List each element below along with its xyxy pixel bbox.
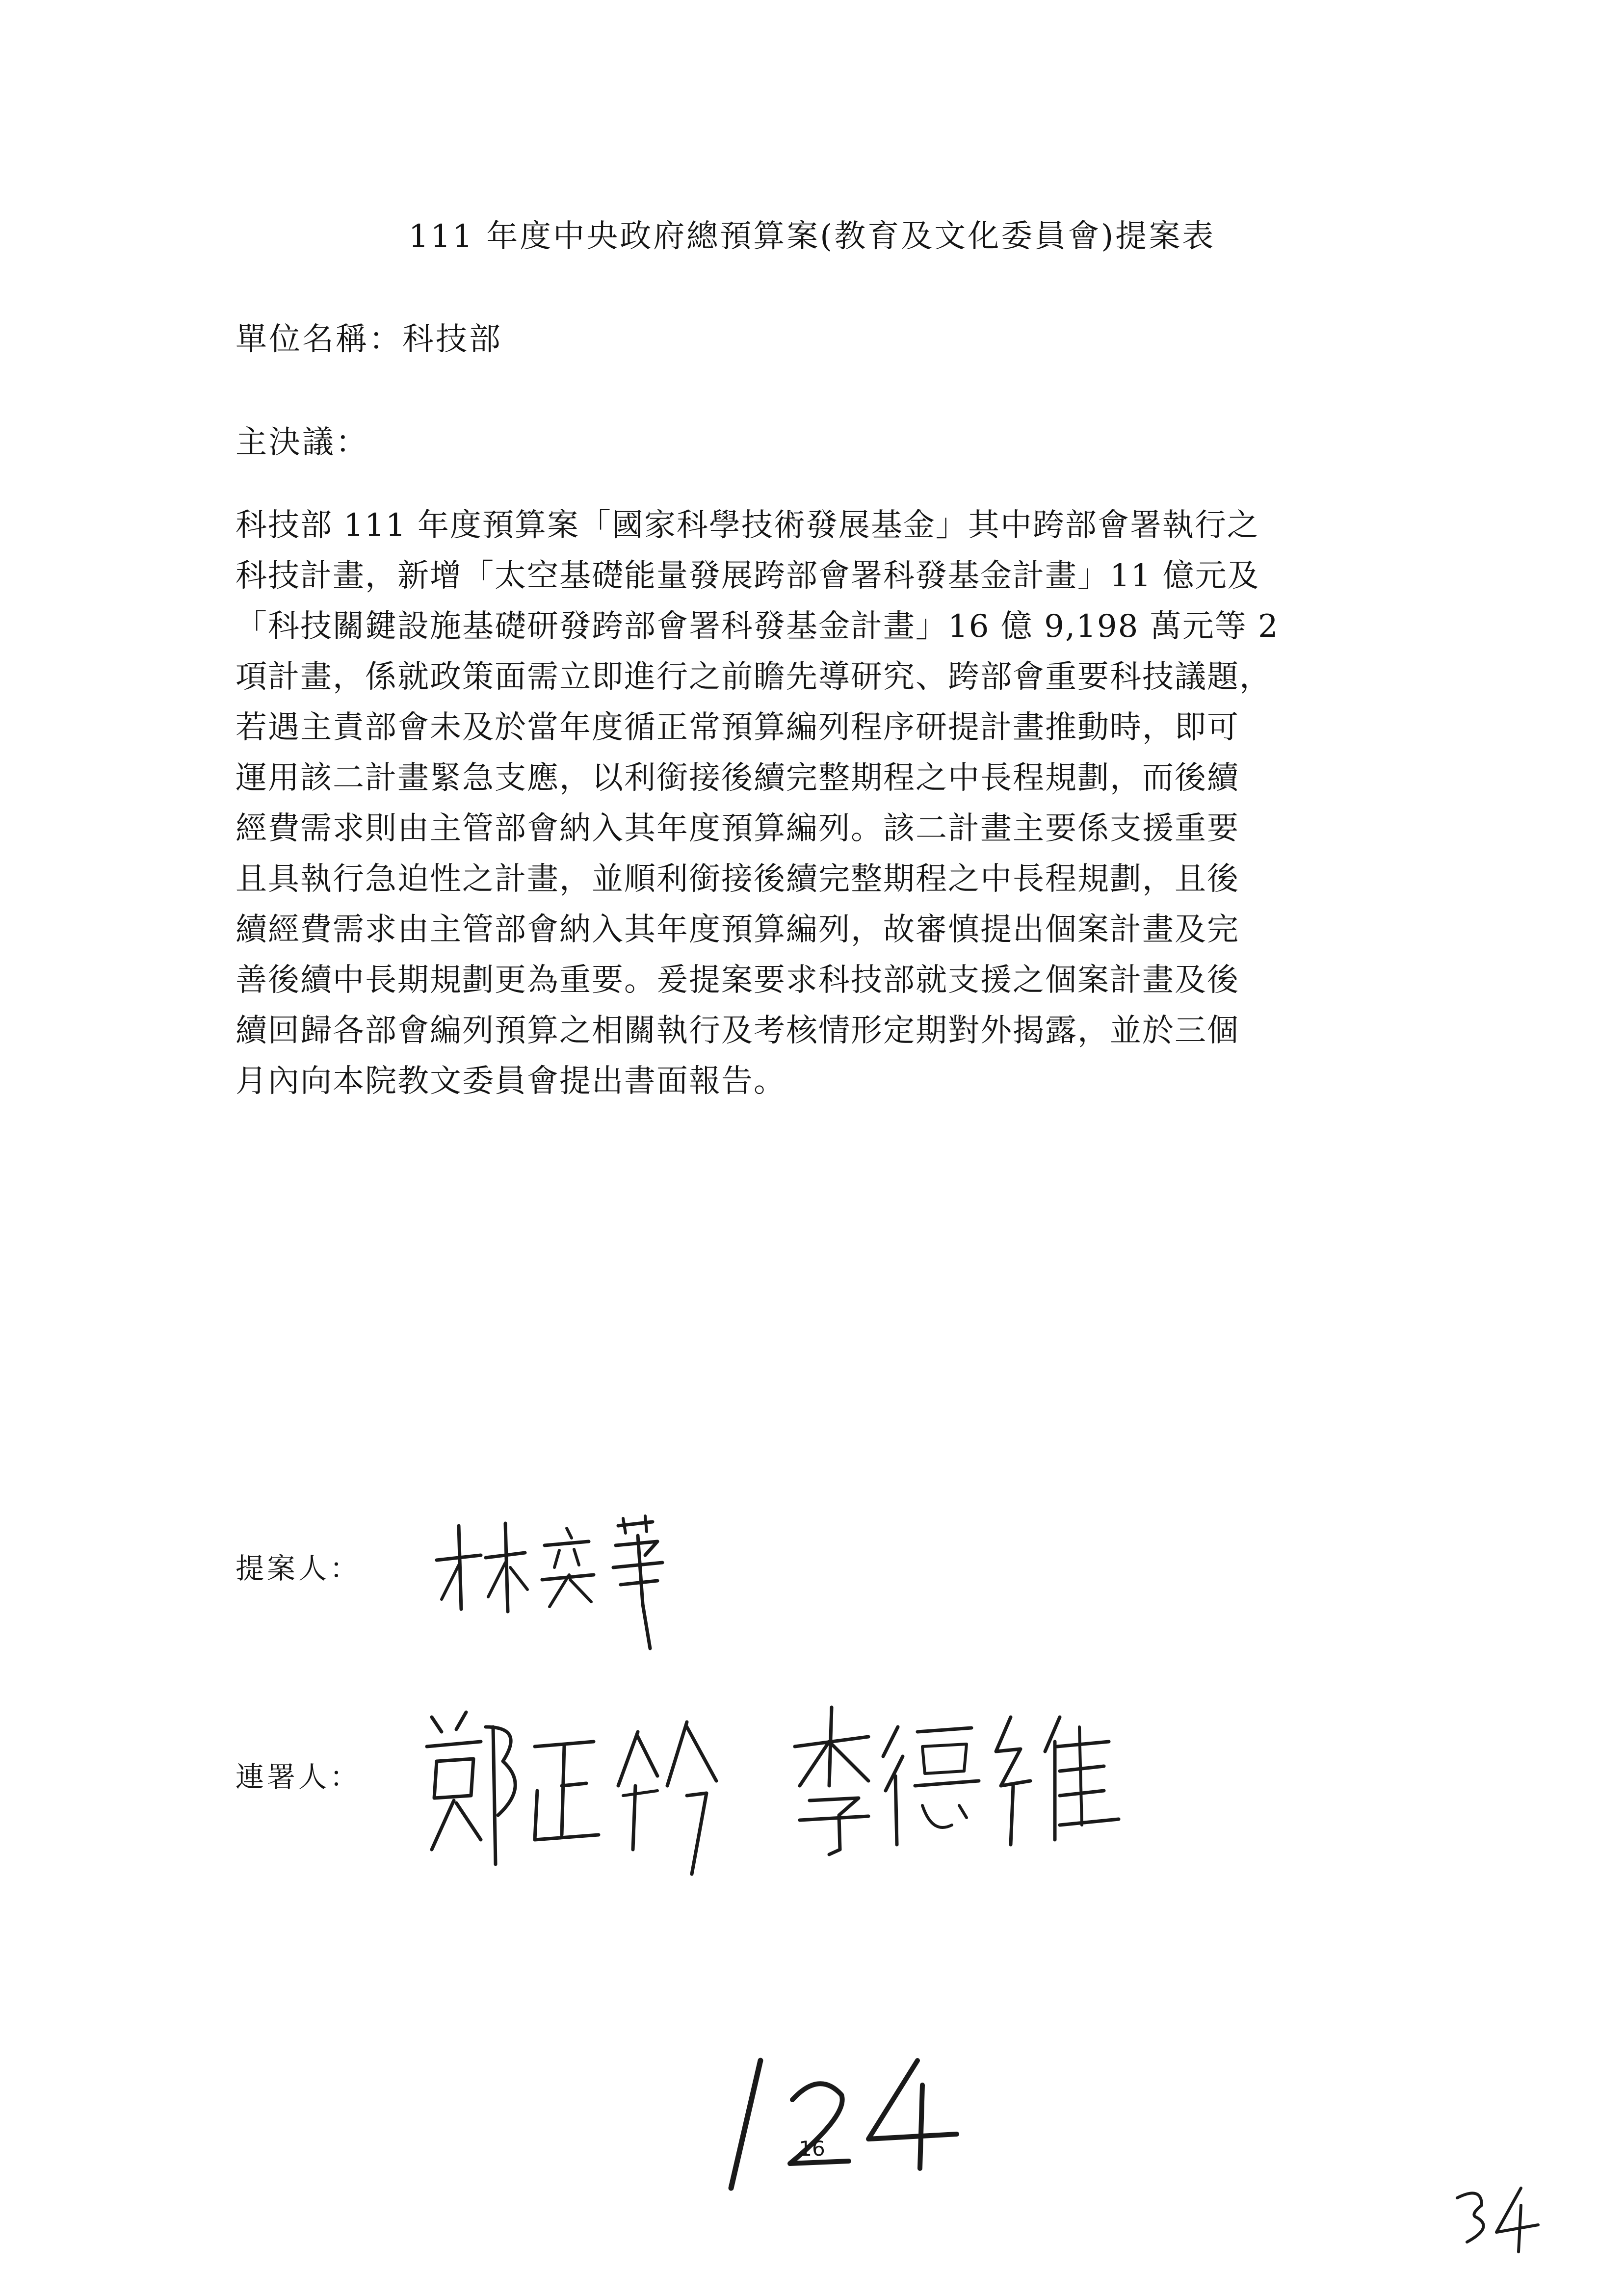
cosigner-signature-1 bbox=[412, 1688, 756, 1894]
body-line: 月內向本院教文委員會提出書面報告。 bbox=[236, 1063, 786, 1099]
body-line: 科技計畫，新增「太空基礎能量發展跨部會署科發基金計畫」11 億元及 bbox=[236, 558, 1260, 594]
resolution-label: 主決議： bbox=[236, 424, 369, 461]
resolution-body bbox=[236, 500, 1433, 1107]
handwritten-number-124 bbox=[702, 2041, 976, 2203]
body-line: 善後續中長期規劃更為重要。爰提案要求科技部就支援之個案計畫及後 bbox=[236, 962, 1239, 998]
body-line: 續回歸各部會編列預算之相關執行及考核情形定期對外揭露，並於三個 bbox=[236, 1013, 1239, 1049]
cosigner-label: 連署人： bbox=[236, 1760, 362, 1794]
body-line: 且具執行急迫性之計畫，並順利銜接後續完整期程之中長程規劃，且後 bbox=[236, 861, 1239, 897]
corner-handwritten-number bbox=[1447, 2178, 1545, 2262]
proposer-signature bbox=[427, 1506, 702, 1693]
body-line: 若遇主責部會未及於當年度循正常預算編列程序研提計畫推動時，即可 bbox=[236, 709, 1239, 746]
body-line: 續經費需求由主管部會納入其年度預算編列，故審慎提出個案計畫及完 bbox=[236, 912, 1239, 948]
unit-name-line: 單位名稱：科技部 bbox=[236, 321, 502, 358]
proposer-label: 提案人： bbox=[236, 1552, 362, 1585]
body-line: 項計畫，係就政策面需立即進行之前瞻先導研究、跨部會重要科技議題， bbox=[236, 659, 1272, 695]
cosigner-signature-2 bbox=[785, 1688, 1138, 1864]
body-line: 科技部 111 年度預算案「國家科學技術發展基金」其中跨部會署執行之 bbox=[236, 507, 1259, 544]
body-line: 「科技關鍵設施基礎研發跨部會署科發基金計畫」16 億 9,198 萬元等 2 bbox=[236, 608, 1279, 645]
page-number: 16 bbox=[799, 2137, 825, 2161]
body-line: 運用該二計畫緊急支應，以利銜接後續完整期程之中長程規劃，而後續 bbox=[236, 760, 1239, 796]
page-title: 111 年度中央政府總預算案(教育及文化委員會)提案表 bbox=[408, 218, 1216, 255]
body-line: 經費需求則由主管部會納入其年度預算編列。該二計畫主要係支援重要 bbox=[236, 810, 1239, 847]
